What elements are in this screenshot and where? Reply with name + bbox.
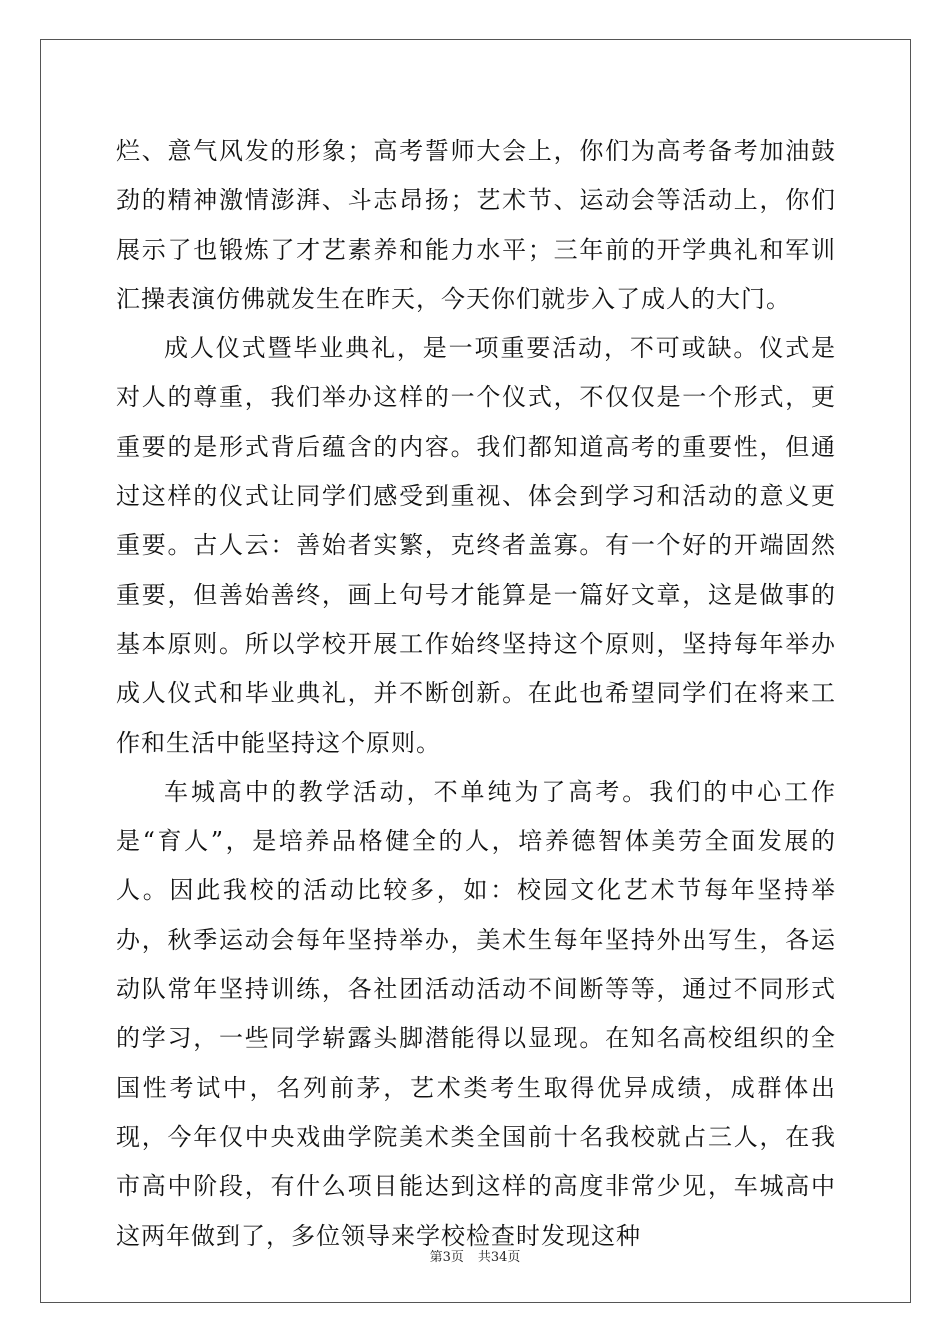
document-body [116, 127, 836, 1261]
total-pages: 共34页 [477, 1250, 521, 1265]
paragraph-ceremony: 成人仪式暨毕业典礼，是一项重要活动，不可或缺。仪式是对人的尊重，我们举办这样的一个仪式，不仅仅是一个形式，更重要的是形式背后蕴含的内容。我们都知道高考的重要性，但通过这样的仪式让同学们感受到重视、体会到学习和活动的意义更重要。古人云：善始者实繁，克终者盖寡。有一个好的开端固然重要，但善始善终，画上句号才能算是一篇好文章，这是做事的基本原则。所以学校开展工作始终坚持这个原则，坚持每年举办成人仪式和毕业典礼，并不断创新。在此也希望同学们在将来工作和生活中能坚持这个原则。 [116, 334, 836, 757]
page-number: 第3页 [429, 1250, 464, 1265]
page-footer [0, 1246, 950, 1265]
paragraph-continuation: 烂、意气风发的形象；高考誓师大会上，你们为高考备考加油鼓劲的精神激情澎湃、斗志昂扬；艺术节、运动会等活动上，你们展示了也锻炼了才艺素养和能力水平；三年前的开学典礼和军训汇操表演仿佛就发生在昨天，今天你们就步入了成人的大门。 [116, 137, 836, 313]
paragraph-school-activities: 车城高中的教学活动，不单纯为了高考。我们的中心工作是“育人”，是培养品格健全的人，培养德智体美劳全面发展的人。因此我校的活动比较多，如：校园文化艺术节每年坚持举办，秋季运动会每年坚持举办，美术生每年坚持外出写生，各运动队常年坚持训练，各社团活动活动不间断等等，通过不同形式的学习，一些同学崭露头脚潜能得以显现。在知名高校组织的全国性考试中，名列前茅，艺术类考生取得优异成绩，成群体出现，今年仅中央戏曲学院美术类全国前十名我校就占三人，在我市高中阶段，有什么项目能达到这样的高度非常少见，车城高中这两年做到了，多位领导来学校检查时发现这种 [116, 777, 836, 1250]
